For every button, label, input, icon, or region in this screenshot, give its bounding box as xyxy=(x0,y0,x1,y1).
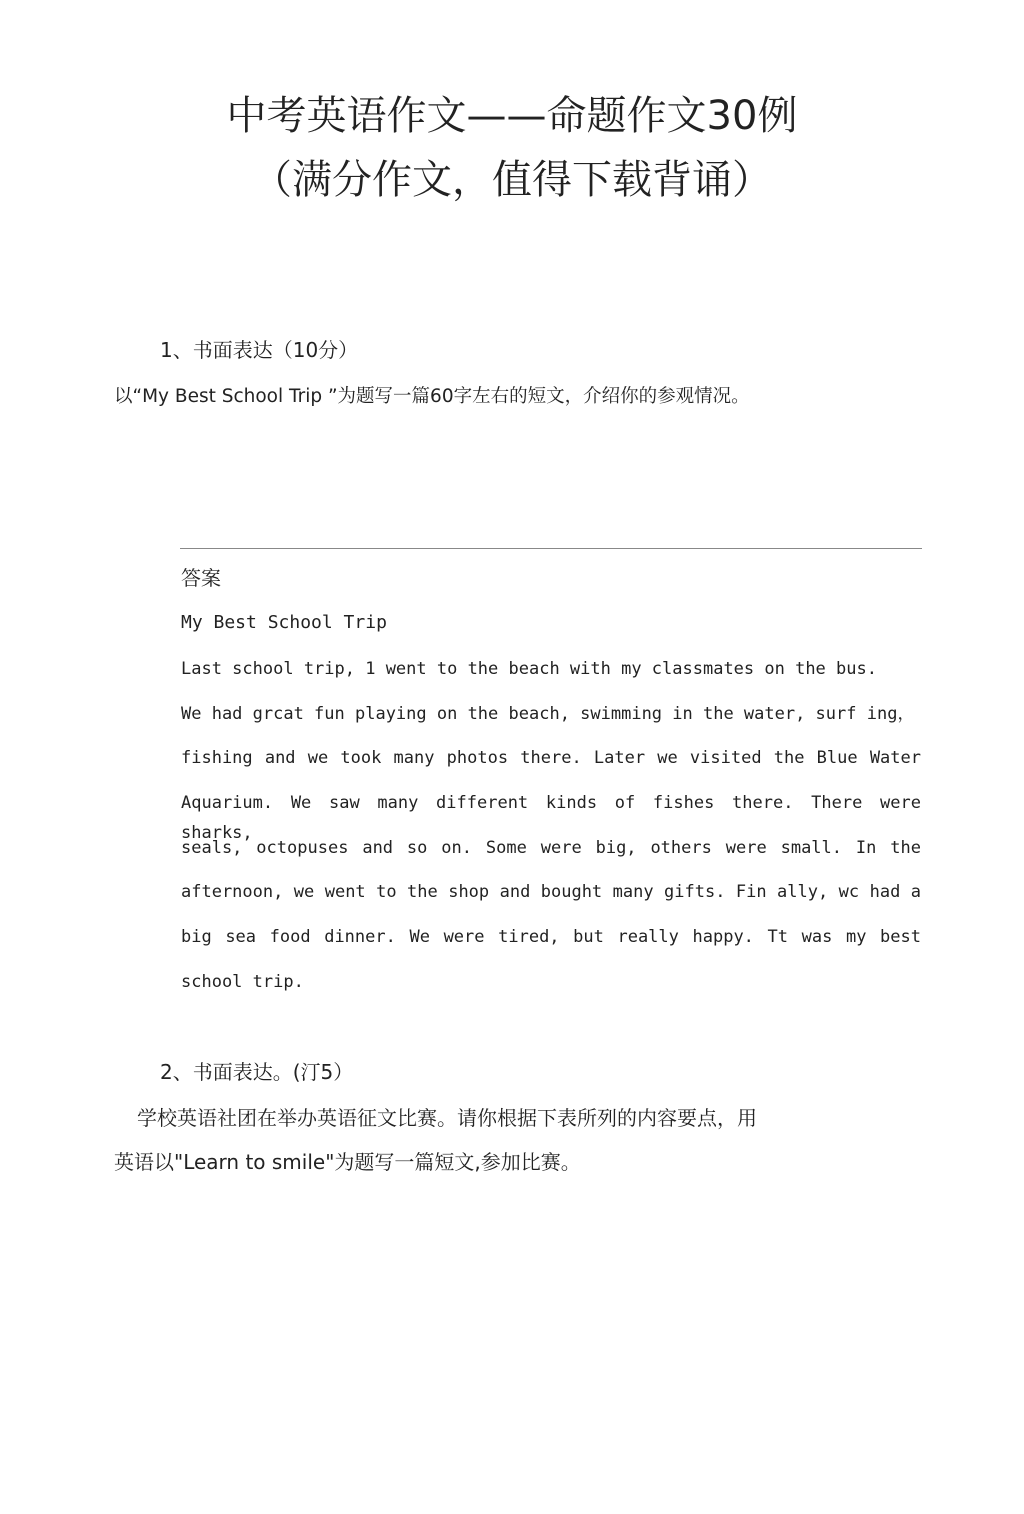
question-2-heading: 2、书面表达。(汀5） xyxy=(160,1060,354,1084)
essay-line: afternoon, we went to the shop and bought many gifts. Fin ally, wc had a xyxy=(181,882,921,903)
question-1-prompt: 以“My Best School Trip ”为题写一篇60字左右的短文，介绍你的参观情况。 xyxy=(114,386,750,407)
essay-line: fishing and we took many photos there. Later we visited the Blue Water xyxy=(181,748,921,769)
essay-line: school trip. xyxy=(181,971,304,992)
document-subtitle: （满分作文，值得下载背诵） xyxy=(252,157,772,203)
essay-line: big sea food dinner. We were tired, but really happy. Tt was my best xyxy=(181,927,921,948)
answer-divider xyxy=(180,548,922,549)
answer-label: 答案 xyxy=(181,566,221,590)
essay-line: We had grcat fun playing on the beach, swimming in the water, surf ing， xyxy=(181,703,915,724)
essay-title: My Best School Trip xyxy=(181,612,387,633)
essay-line: seals, octopuses and so on. Some were big, others were small. In the xyxy=(181,837,921,858)
essay-line: Last school trip, 1 went to the beach with my classmates on the bus. xyxy=(181,659,877,679)
question-1-heading: 1、书面表达（10分） xyxy=(160,338,359,362)
essay-line: Aquarium. We saw many different kinds of fishes there. There were sharks, xyxy=(181,793,921,844)
question-2-prompt-line-2: 英语以"Learn to smile"为题写一篇短文,参加比赛。 xyxy=(114,1150,581,1174)
essay-body xyxy=(181,654,921,1012)
question-2-prompt-line-1: 学校英语社团在举办英语征文比赛。请你根据下表所列的内容要点，用 xyxy=(137,1106,757,1130)
document-title: 中考英语作文——命题作文30例 xyxy=(226,93,798,139)
